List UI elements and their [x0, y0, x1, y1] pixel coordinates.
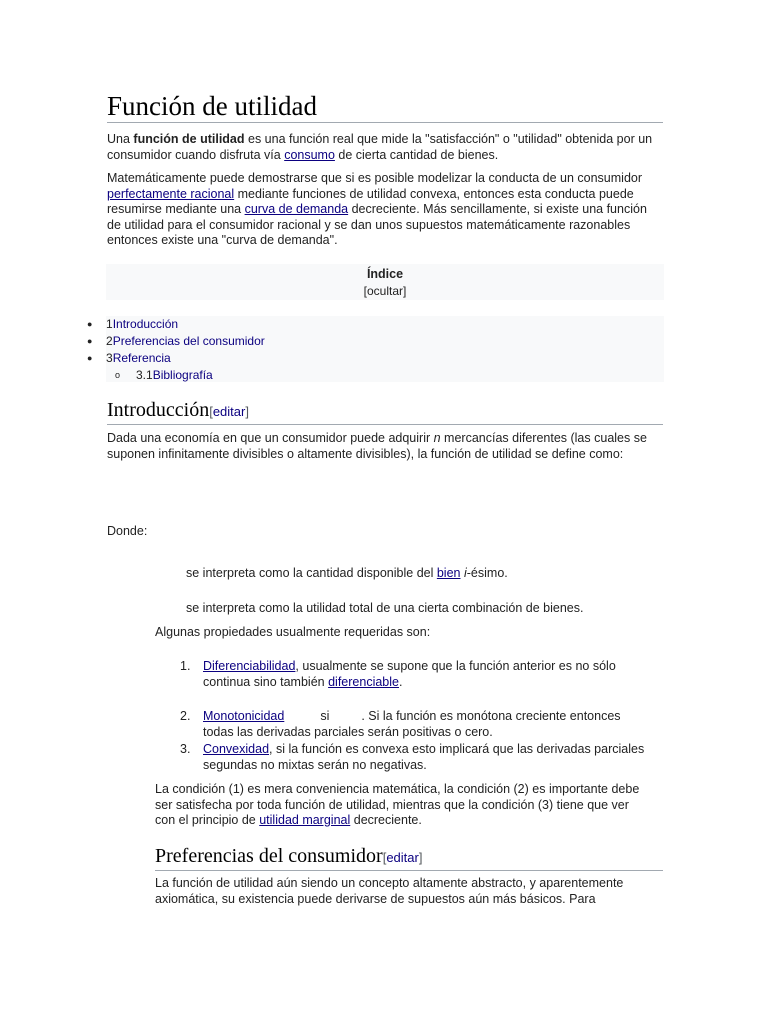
- definition-1: [186, 566, 666, 582]
- circle-bullet-icon: o: [115, 370, 121, 380]
- bullet-icon: ●: [87, 353, 93, 363]
- text: se interpreta como la cantidad disponible del: [186, 566, 437, 580]
- list-number: 1.: [180, 659, 191, 673]
- heading-text: Preferencias del consumidor: [155, 845, 383, 867]
- text: .: [398, 674, 403, 689]
- link-utilidad-marginal[interactable]: utilidad marginal: [259, 813, 351, 827]
- property-3: [180, 742, 653, 773]
- toc-label[interactable]: Bibliografía: [152, 368, 213, 382]
- definition-2: se interpreta como la utilidad total de una cierta combinación de bienes.: [186, 601, 584, 615]
- bracket: [: [382, 850, 387, 865]
- text: es una función real que mide la "satisfacción" o "utilidad" obtenida por un consumidor cuando disfruta vía: [107, 132, 653, 162]
- text: mercancías diferentes (las cuales se suponen infinitamente divisibles o altamente divisibles), la función de utilidad se define como:: [107, 431, 647, 461]
- bold-term: función de utilidad: [133, 132, 245, 146]
- text: decreciente.: [350, 813, 422, 827]
- toc-number: 2: [106, 334, 113, 348]
- intro-paragraph-2: [107, 171, 663, 249]
- link-bien[interactable]: bien: [436, 566, 461, 580]
- property-1: [180, 659, 653, 690]
- text: . Si la función es monótona creciente entonces todas las derivadas parciales serán positivas o cero.: [203, 709, 621, 739]
- text: La condición (1) es mera conveniencia matemática, la condición (2) es importante debe ser satisfecha por toda función de utilidad, mientras que la condición (3) tiene que ver con el principio de: [155, 782, 640, 827]
- sec2-paragraph: La función de utilidad aún siendo un concepto altamente abstracto, y aparentemente axiomática, su existencia puede derivarse de supuestos aún más básicos. Para: [155, 876, 624, 906]
- link-diferenciable[interactable]: diferenciable: [328, 674, 399, 689]
- text: si: [320, 709, 330, 723]
- toc-item-bibliografia[interactable]: [115, 367, 213, 383]
- bracket: [: [209, 404, 213, 419]
- section-heading-introduccion: [107, 398, 663, 425]
- link-consumo[interactable]: consumo: [284, 147, 335, 162]
- heading-text: Introducción: [107, 399, 210, 421]
- text: Matemáticamente puede demostrarse que si es posible modelizar la conducta de un consumidor: [107, 171, 643, 185]
- properties-intro: Algunas propiedades usualmente requeridas son:: [155, 625, 431, 639]
- page-title: Función de utilidad: [107, 90, 663, 123]
- text: , usualmente se supone que la función anterior es no sólo continua sino también: [203, 659, 616, 689]
- donde-label: Donde:: [107, 524, 148, 538]
- text: Una: [107, 132, 134, 146]
- text: -ésimo.: [466, 566, 508, 580]
- link-convexidad[interactable]: Convexidad: [203, 742, 270, 756]
- property-2: [180, 709, 653, 740]
- text: mediante funciones de utilidad convexa, entonces esta conducta puede resumirse mediante una: [107, 186, 634, 216]
- variable-n: n: [433, 431, 441, 445]
- edit-section: [209, 404, 249, 419]
- variable-i: i: [463, 566, 467, 580]
- text: de cierta cantidad de bienes.: [334, 147, 499, 162]
- intro-paragraph-1: [107, 132, 667, 163]
- text: Dada una economía en que un consumidor puede adquirir: [107, 431, 434, 445]
- toc-item-referencia[interactable]: [87, 350, 171, 366]
- toc-number: 3: [106, 351, 113, 365]
- toc-label[interactable]: Introducción: [112, 317, 179, 331]
- link-perfectamente-racional[interactable]: perfectamente racional: [107, 186, 235, 201]
- conditions-paragraph: [155, 782, 651, 829]
- toc-number: 3.1: [136, 368, 153, 382]
- bullet-icon: ●: [87, 319, 93, 329]
- link-diferenciabilidad[interactable]: Diferenciabilidad: [203, 659, 296, 673]
- bracket: ]: [245, 404, 249, 419]
- toc-item-introduccion[interactable]: [87, 316, 179, 332]
- toc-list: [87, 316, 664, 382]
- edit-link[interactable]: editar: [386, 850, 419, 865]
- toc-label[interactable]: Preferencias del consumidor: [112, 334, 265, 348]
- section-heading-preferencias: [155, 844, 663, 871]
- toc-item-preferencias[interactable]: [87, 333, 265, 349]
- edit-section: [383, 850, 423, 865]
- toc-hide-toggle[interactable]: [ocultar]: [106, 284, 664, 300]
- list-number: 3.: [180, 742, 191, 756]
- link-curva-de-demanda[interactable]: curva de demanda: [244, 202, 349, 216]
- bullet-icon: ●: [87, 336, 93, 346]
- edit-link[interactable]: editar: [212, 404, 246, 419]
- toc-number: 1: [106, 317, 113, 331]
- text: decreciente. Más sencillamente, si existe una función de utilidad para el consumidor racional y se dan unos supuestos matemáticamente razonables entonces existe una "curva de demanda".: [107, 202, 647, 247]
- link-monotonicidad[interactable]: Monotonicidad: [203, 709, 285, 723]
- toc-label[interactable]: Referencia: [112, 351, 171, 365]
- sec1-paragraph: [107, 431, 663, 462]
- list-number: 2.: [180, 709, 191, 723]
- text: , si la función es convexa esto implicará que las derivadas parciales segundas no mixtas serán no negativas.: [203, 742, 645, 772]
- toc-title: Índice: [106, 264, 664, 284]
- bracket: ]: [418, 850, 423, 865]
